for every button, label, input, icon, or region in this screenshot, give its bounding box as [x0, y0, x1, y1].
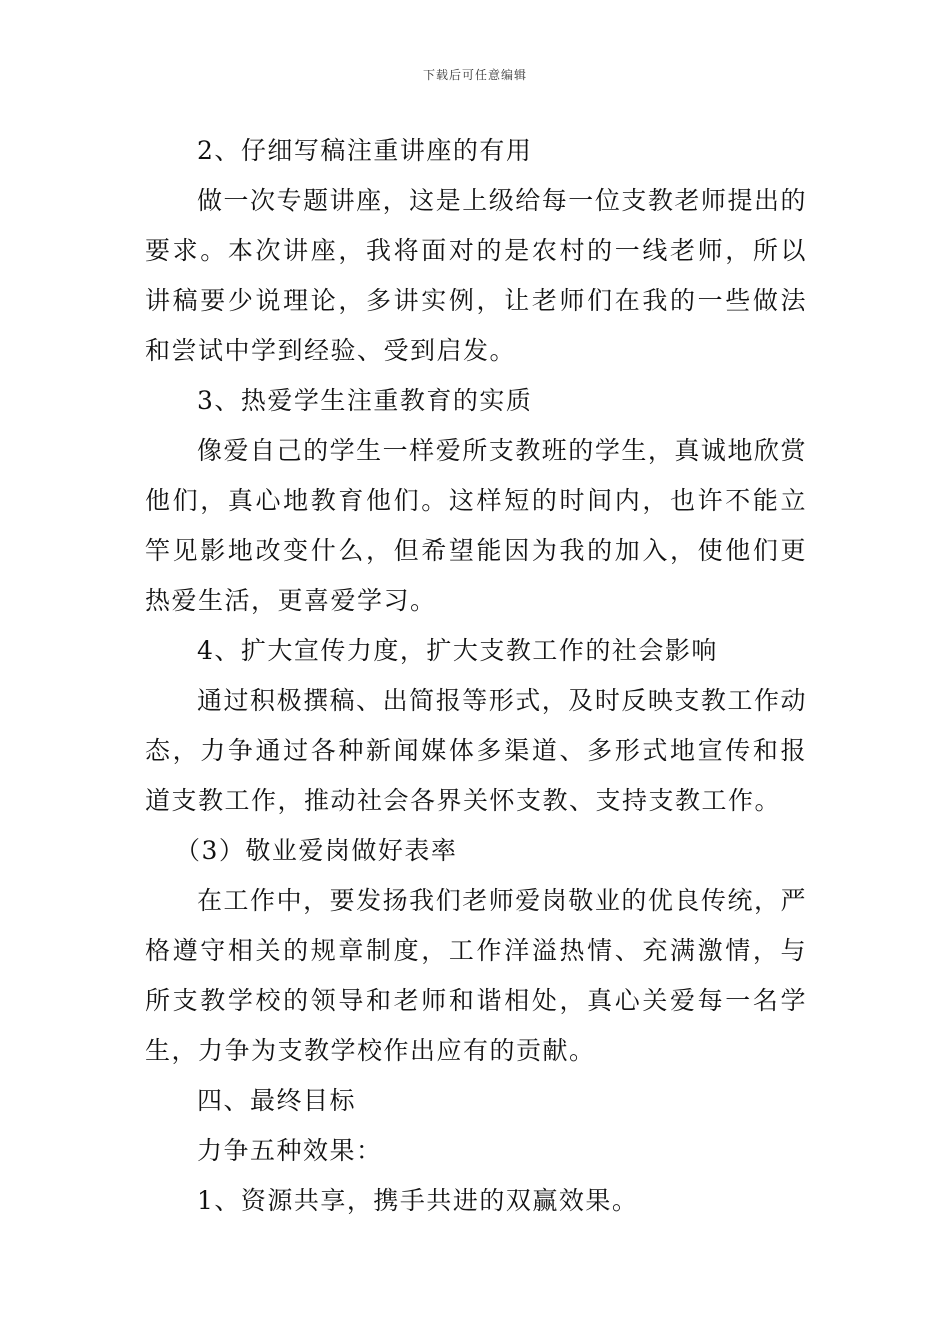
subheading-3: 3、热爱学生注重教育的实质 [197, 386, 533, 415]
paragraph-students: 像爱自己的学生一样爱所支教班的学生，真诚地欣赏他们，真心地教育他们。这样短的时间内，也许不能立竿见影地改变什么，但希望能因为我的加入，使他们更热爱生活，更喜爱学习。 [145, 436, 807, 615]
paragraph-publicity: 通过积极撰稿、出简报等形式，及时反映支教工作动态，力争通过各种新闻媒体多渠道、多形式地宣传和报道支教工作，推动社会各界关怀支教、支持支教工作。 [145, 686, 807, 815]
document-body [145, 126, 807, 1226]
paragraph-lecture: 做一次专题讲座，这是上级给每一位支教老师提出的要求。本次讲座，我将面对的是农村的一线老师，所以讲稿要少说理论，多讲实例，让老师们在我的一些做法和尝试中学到经验、受到启发。 [145, 186, 807, 365]
section-heading-four: 四、最终目标 [197, 1086, 357, 1115]
paragraph-dedication: 在工作中，要发扬我们老师爱岗敬业的优良传统，严格遵守相关的规章制度，工作洋溢热情、充满激情，与所支教学校的领导和老师和谐相处，真心关爱每一名学生，力争为支教学校作出应有的贡献。 [145, 886, 807, 1065]
subheading-4: 4、扩大宣传力度，扩大支教工作的社会影响 [197, 636, 718, 665]
list-item-1: 1、资源共享，携手共进的双赢效果。 [197, 1186, 639, 1215]
subheading-2: 2、仔细写稿注重讲座的有用 [197, 136, 533, 165]
section-heading-3: （3）敬业爱岗做好表率 [175, 836, 458, 865]
paragraph-five-effects: 力争五种效果： [197, 1136, 383, 1165]
page-header: 下载后可任意编辑 [422, 68, 527, 82]
